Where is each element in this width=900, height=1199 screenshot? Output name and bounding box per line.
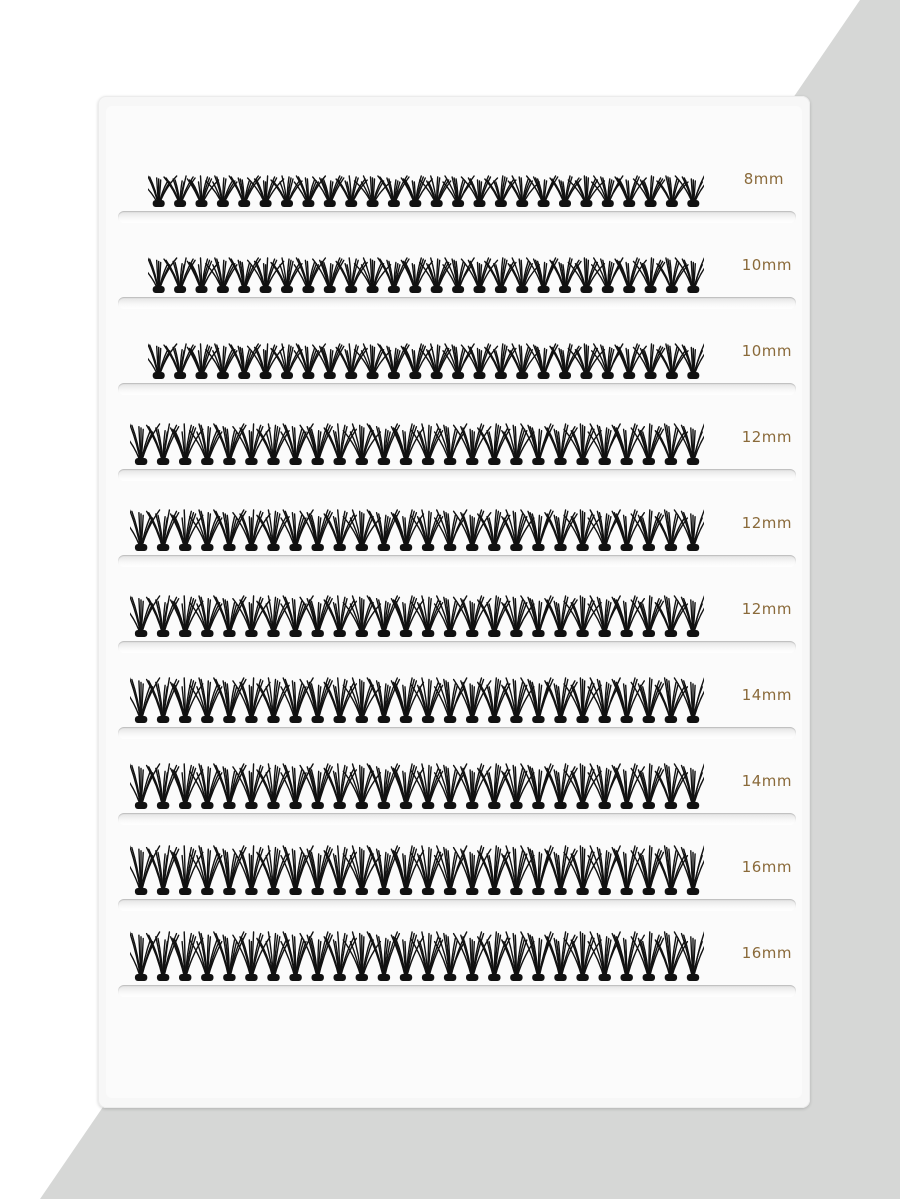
lash-strip <box>130 842 704 898</box>
lash-row <box>98 326 810 412</box>
lash-row <box>98 154 810 240</box>
lash-strip <box>130 584 704 640</box>
tray-groove <box>118 985 796 997</box>
tray-groove <box>118 555 796 567</box>
lash-length-label: 10mm <box>741 342 792 360</box>
lash-length-label: 12mm <box>741 514 792 532</box>
lash-row <box>98 670 810 756</box>
lash-length-label: 14mm <box>741 772 792 790</box>
lash-length-label: 14mm <box>741 686 792 704</box>
lash-length-label: 10mm <box>741 256 792 274</box>
tray-groove <box>118 383 796 395</box>
lash-strip <box>130 412 704 468</box>
lash-row <box>98 498 810 584</box>
tray-groove <box>118 469 796 481</box>
tray-groove <box>118 899 796 911</box>
lash-row <box>98 240 810 326</box>
tray-groove <box>118 297 796 309</box>
lash-length-label: 8mm <box>743 170 784 188</box>
lash-strip <box>148 240 704 296</box>
lash-row <box>98 842 810 928</box>
lash-strip <box>148 326 704 382</box>
lash-length-label: 16mm <box>741 944 792 962</box>
lash-strip <box>130 756 704 812</box>
lash-strip <box>130 928 704 984</box>
lash-row <box>98 928 810 1014</box>
tray-groove <box>118 727 796 739</box>
lash-row <box>98 756 810 842</box>
lash-length-label: 12mm <box>741 428 792 446</box>
lash-strip <box>148 154 704 210</box>
tray-groove <box>118 813 796 825</box>
lash-strip <box>130 498 704 554</box>
lash-row <box>98 412 810 498</box>
lash-length-label: 12mm <box>741 600 792 618</box>
tray-groove <box>118 641 796 653</box>
lash-strip <box>130 670 704 726</box>
lash-tray <box>98 96 810 1108</box>
lash-row <box>98 584 810 670</box>
tray-groove <box>118 211 796 223</box>
lash-length-label: 16mm <box>741 858 792 876</box>
